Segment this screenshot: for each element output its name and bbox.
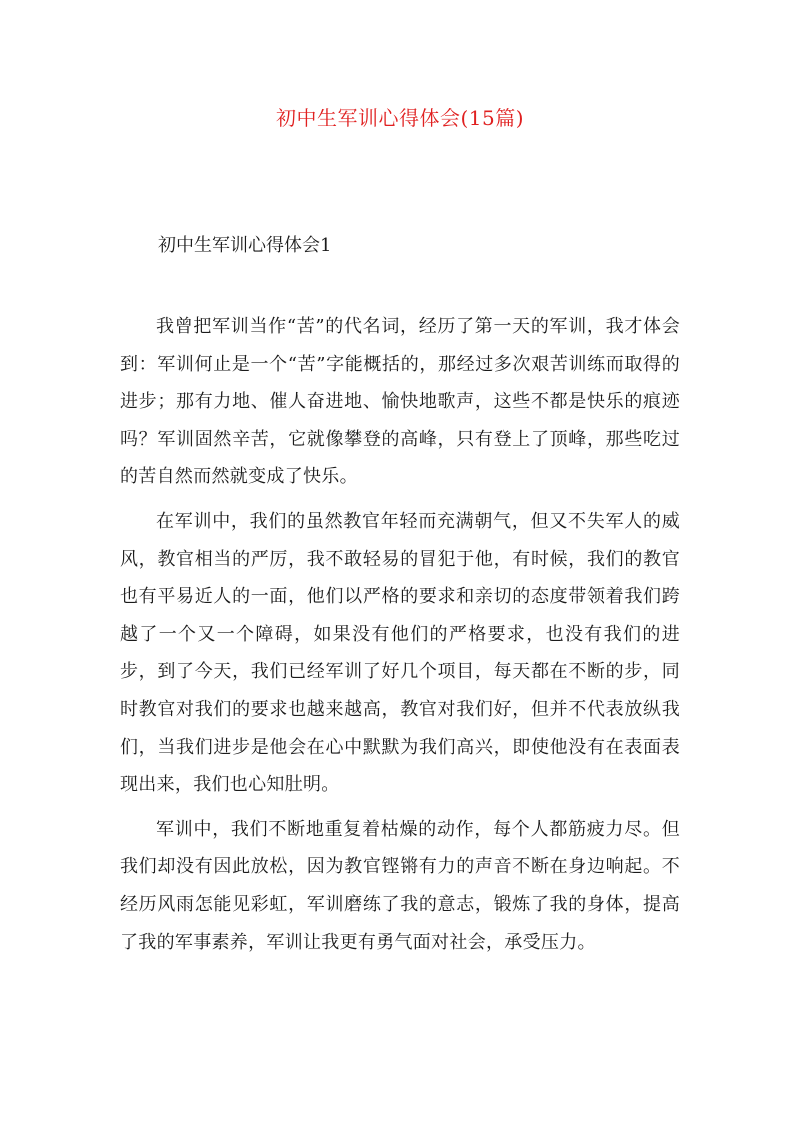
document-title: 初中生军训心得体会(15篇) bbox=[275, 106, 525, 130]
paragraph-1: 我曾把军训当作“苦”的代名词，经历了第一天的军训，我才体会到：军训何止是一个“苦”字能概括的，那经过多次艰苦训练而取得的进步；那有力地、催人奋进地、愉快地歌声，这些不都是快乐的痕迹吗？军训固然辛苦，它就像攀登的高峰，只有登上了顶峰，那些吃过的苦自然而然就变成了快乐。 bbox=[120, 316, 680, 488]
section-heading: 初中生军训心得体会1 bbox=[158, 235, 332, 256]
paragraph-3: 军训中，我们不断地重复着枯燥的动作，每个人都筋疲力尽。但我们却没有因此放松，因为教官铿锵有力的声音不断在身边响起。不经历风雨怎能见彩虹，军训磨练了我的意志，锻炼了我的身体，提高了我的军事素养，军训让我更有勇气面对社会，承受压力。 bbox=[120, 818, 680, 953]
document-body bbox=[120, 308, 680, 968]
paragraph-2: 在军训中，我们的虽然教官年轻而充满朝气，但又不失军人的威风，教官相当的严厉，我不敢轻易的冒犯于他，有时候，我们的教官也有平易近人的一面，他们以严格的要求和亲切的态度带领着我们跨越了一个又一个障碍，如果没有他们的严格要求，也没有我们的进步，到了今天，我们已经军训了好几个项目，每天都在不断的步，同时教官对我们的要求也越来越高，教官对我们好，但并不代表放纵我们，当我们进步是他会在心中默默为我们高兴，即使他没有在表面表现出来，我们也心知肚明。 bbox=[120, 510, 680, 796]
